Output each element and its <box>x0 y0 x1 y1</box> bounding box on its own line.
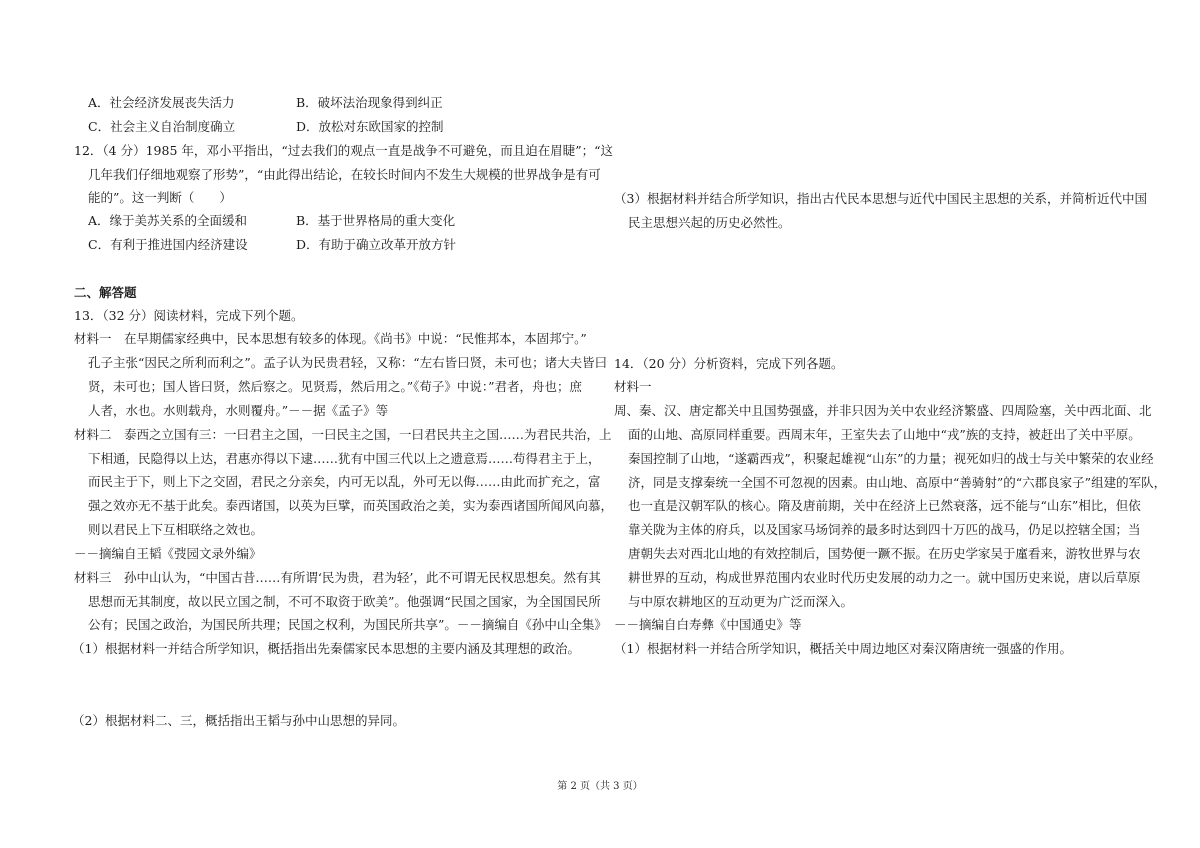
q14-material1-label: 材料一 <box>614 379 652 394</box>
q11-option-a: A．社会经济发展丧失活力 <box>88 95 235 110</box>
q14-material1-line-8: 耕世界的互动，构成世界范围内农业时代历史发展的动力之一。就中国历史来说，唐以后草原 <box>628 570 1141 585</box>
q12-option-c: C．有利于推进国内经济建设 <box>88 237 248 252</box>
q13-material3-line-2: 思想而无其制度，故以民立国之制，不可不取资于欧美”。他强调“民国之国家，为全国国民所 <box>88 594 601 609</box>
q13-material1-line-4: 人者，水也。水则载舟，水则覆舟。”－－据《孟子》等 <box>88 403 389 418</box>
q11-option-d: D．放松对东欧国家的控制 <box>296 119 444 134</box>
q13-material1-line-3: 贤，未可也；国人皆曰贤，然后察之。见贤焉，然后用之。”《荀子》中说：”君者，舟也；庶 <box>88 379 583 394</box>
q14-material1-line-3: 秦国控制了山地，“遂霸西戎”，积聚起雄视“山东”的力量；视死如归的战士与关中繁荣的农业经 <box>628 451 1154 466</box>
q13-subquestion-3-line-1: （3）根据材料并结合所学知识，指出古代民本思想与近代中国民主思想的关系，并简析近代中国 <box>614 191 1147 206</box>
q12-stem-line-2: 几年我们仔细地观察了形势”，“由此得出结论，在较长时间内不发生大规模的世界战争是有可 <box>88 167 601 182</box>
q13-material2-line-1: 材料二 泰西之立国有三：一曰君主之国，一曰民主之国，一曰君民共主之国……为君民共治，上 <box>74 427 612 442</box>
q11-option-c: C．社会主义自治制度确立 <box>88 119 236 134</box>
q13-material2-line-3: 而民主于下，则上下之交固，君民之分亲矣，内可无以乱，外可无以侮……由此而扩充之，富 <box>88 474 601 489</box>
q13-stem: 13．（32 分）阅读材料，完成下列个题。 <box>74 308 304 323</box>
q12-option-b: B．基于世界格局的重大变化 <box>296 213 456 228</box>
q14-material1-line-2: 面的山地、高原同样重要。西周末年，王室失去了山地中“戎”族的支持，被赶出了关中平原。 <box>628 427 1141 442</box>
q14-material1-source: －－摘编自白寿彝《中国通史》等 <box>614 617 802 632</box>
q13-material1-line-1: 材料一 在早期儒家经典中，民本思想有较多的体现。《尚书》中说：“民惟邦本，本固邦宁。” <box>74 331 587 346</box>
q14-material1-line-7: 唐朝失去对西北山地的有效控制后，国势便一蹶不振。在历史学家吴于廑看来，游牧世界与农 <box>628 546 1141 561</box>
q14-stem: 14．（20 分）分析资料，完成下列各题。 <box>614 356 844 371</box>
q13-material2-source: －－摘编自王韬《弢园文录外编》 <box>74 546 262 561</box>
q13-subquestion-1: （1）根据材料一并结合所学知识，概括指出先秦儒家民本思想的主要内涵及其理想的政治。 <box>72 641 580 656</box>
q12-option-a: A．缘于美苏关系的全面缓和 <box>88 213 248 228</box>
q14-material1-line-9: 与中原农耕地区的互动更为广泛而深入。 <box>628 594 854 609</box>
q12-stem-line-3: 能的”。这一判断（ ） <box>88 190 232 205</box>
q13-material3-line-3: 公有；民国之政治，为国民所共理；民国之权利，为国民所共享”。－－摘编自《孙中山全集》 <box>88 617 607 632</box>
q14-subquestion-1: （1）根据材料一并结合所学知识，概括关中周边地区对秦汉隋唐统一强盛的作用。 <box>614 641 1072 656</box>
q14-material1-line-6: 靠关陇为主体的府兵，以及国家马场饲养的最多时达到四十万匹的战马，仍足以控辖全国；当 <box>628 522 1141 537</box>
section-title: 二、解答题 <box>74 285 137 300</box>
q12-stem-line-1: 12．（4 分）1985 年，邓小平指出，“过去我们的观点一直是战争不可避免，而且迫在眉睫”；“这 <box>74 143 614 158</box>
q12-option-d: D．有助于确立改革开放方针 <box>296 237 457 252</box>
q14-material1-line-4: 济，同是支撑秦统一全国不可忽视的因素。由山地、高原中“善骑射”的“六郡良家子”组建的军队， <box>628 475 1167 490</box>
q13-material2-line-5: 则以君民上下互相联络之效也。 <box>88 522 264 537</box>
q14-material1-line-1: 周、秦、汉、唐定都关中且国势强盛，并非只因为关中农业经济繁盛、四周险塞，关中西北面、北 <box>614 403 1152 418</box>
q13-material2-line-4: 强之效亦无不基于此矣。泰西诸国，以英为巨擘，而英国政治之美，实为泰西诸国所闻风向慕， <box>88 498 614 513</box>
q11-option-b: B．破坏法治现象得到纠正 <box>296 95 443 110</box>
q14-material1-line-5: 也一直是汉朝军队的核心。隋及唐前期，关中在经济上已然衰落，远不能与“山东”相比，但依 <box>628 498 1141 513</box>
q13-material3-line-1: 材料三 孙中山认为，“中国古昔……有所谓‘民为贵，君为轻’，此不可谓无民权思想矣。然有其 <box>74 570 601 585</box>
q13-material1-line-2: 孔子主张“因民之所利而利之”。孟子认为民贵君轻，又称：“左右皆曰贤，未可也；诸大夫皆曰 <box>88 355 608 370</box>
page-footer: 第 2 页（共 3 页） <box>557 781 643 792</box>
q13-subquestion-2: （2）根据材料二、三，概括指出王韬与孙中山思想的异同。 <box>72 713 405 728</box>
q13-material2-line-2: 下相通，民隐得以上达，君惠亦得以下逮……犹有中国三代以上之遗意焉……苟得君主于上， <box>88 451 601 466</box>
q13-subquestion-3-line-2: 民主思想兴起的历史必然性。 <box>628 215 791 230</box>
